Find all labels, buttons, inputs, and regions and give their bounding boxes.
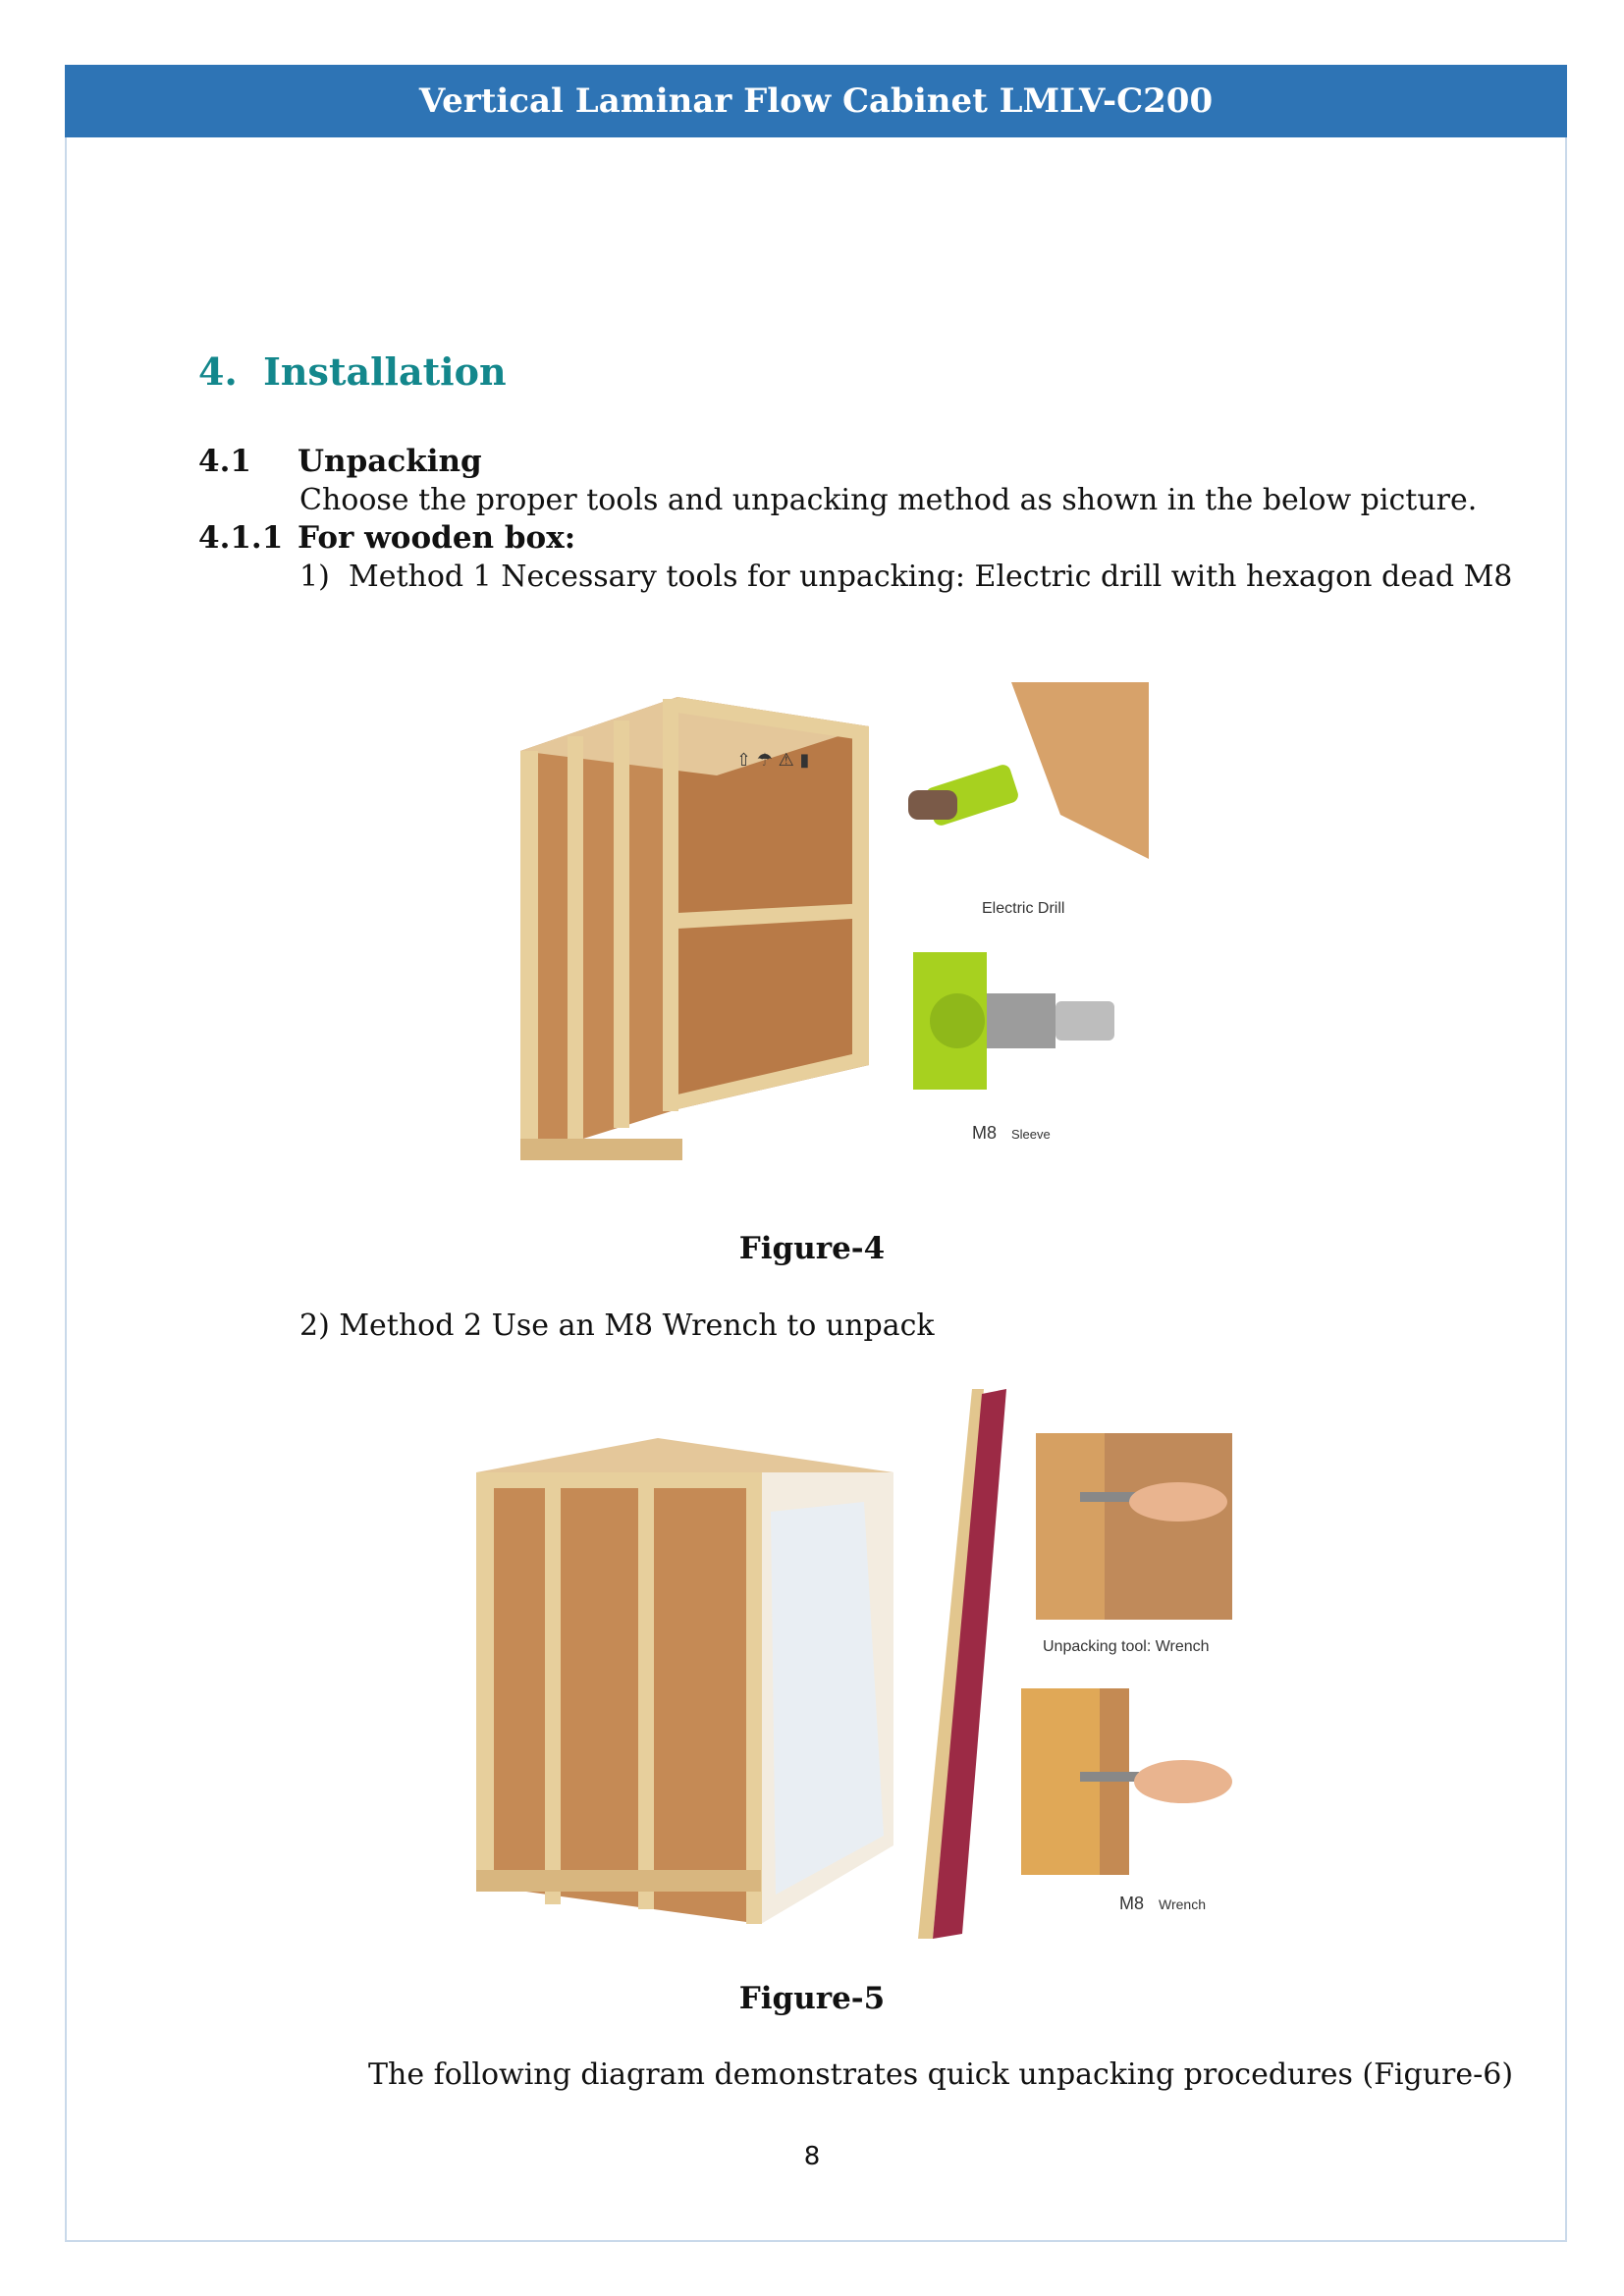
wooden-crate-illustration: [520, 697, 869, 1160]
method1-text: Method 1 Necessary tools for unpacking: Electric drill with hexagon dead M8: [349, 560, 1513, 594]
document-header: [65, 65, 1567, 137]
m8-sleeve-photo: [913, 952, 1114, 1143]
wrench-usage-photo-bottom: [1021, 1688, 1232, 1913]
section-title: Installation: [263, 349, 507, 394]
open-crate-illustration: [476, 1438, 893, 1924]
removed-panel-illustration: [918, 1389, 1006, 1939]
label-m8: M8: [972, 1123, 998, 1143]
subsection-4-1-number: 4.1: [198, 444, 251, 479]
subsection-4-1-title: Unpacking: [298, 444, 482, 479]
section-number: 4.: [198, 349, 238, 394]
method1-number: 1): [299, 560, 330, 594]
method2-text: 2) Method 2 Use an M8 Wrench to unpack: [299, 1308, 935, 1343]
label-m8-wrench: M8: [1119, 1894, 1145, 1913]
subsection-4-1-text: Choose the proper tools and unpacking method as shown in the below picture.: [299, 483, 1478, 517]
label-unpacking-tool: Unpacking tool: Wrench: [1043, 1638, 1210, 1655]
closing-paragraph: The following diagram demonstrates quick unpacking procedures (Figure-6): [368, 2057, 1514, 2092]
wrench-usage-photo-top: [1036, 1433, 1232, 1655]
label-electric-drill: Electric Drill: [982, 900, 1065, 917]
subsection-4-1-1-title: For wooden box:: [298, 520, 576, 556]
crate-handling-symbols: ⇧ ☂ ⚠ ▮: [736, 750, 810, 771]
figure-4-image: [511, 677, 1159, 1178]
subsection-4-1-1-number: 4.1.1: [198, 520, 284, 556]
figure-5-image: [471, 1384, 1257, 1944]
label-sleeve: Sleeve: [1011, 1127, 1051, 1142]
figure-4-caption: Figure-4: [738, 1231, 886, 1266]
label-wrench: Wrench: [1159, 1896, 1206, 1912]
document-title: Vertical Laminar Flow Cabinet LMLV-C200: [418, 81, 1214, 121]
electric-drill-photo: [908, 682, 1149, 917]
page-number: 8: [803, 2142, 821, 2171]
section-heading: [198, 349, 507, 394]
figure-5-caption: Figure-5: [738, 1981, 886, 2016]
